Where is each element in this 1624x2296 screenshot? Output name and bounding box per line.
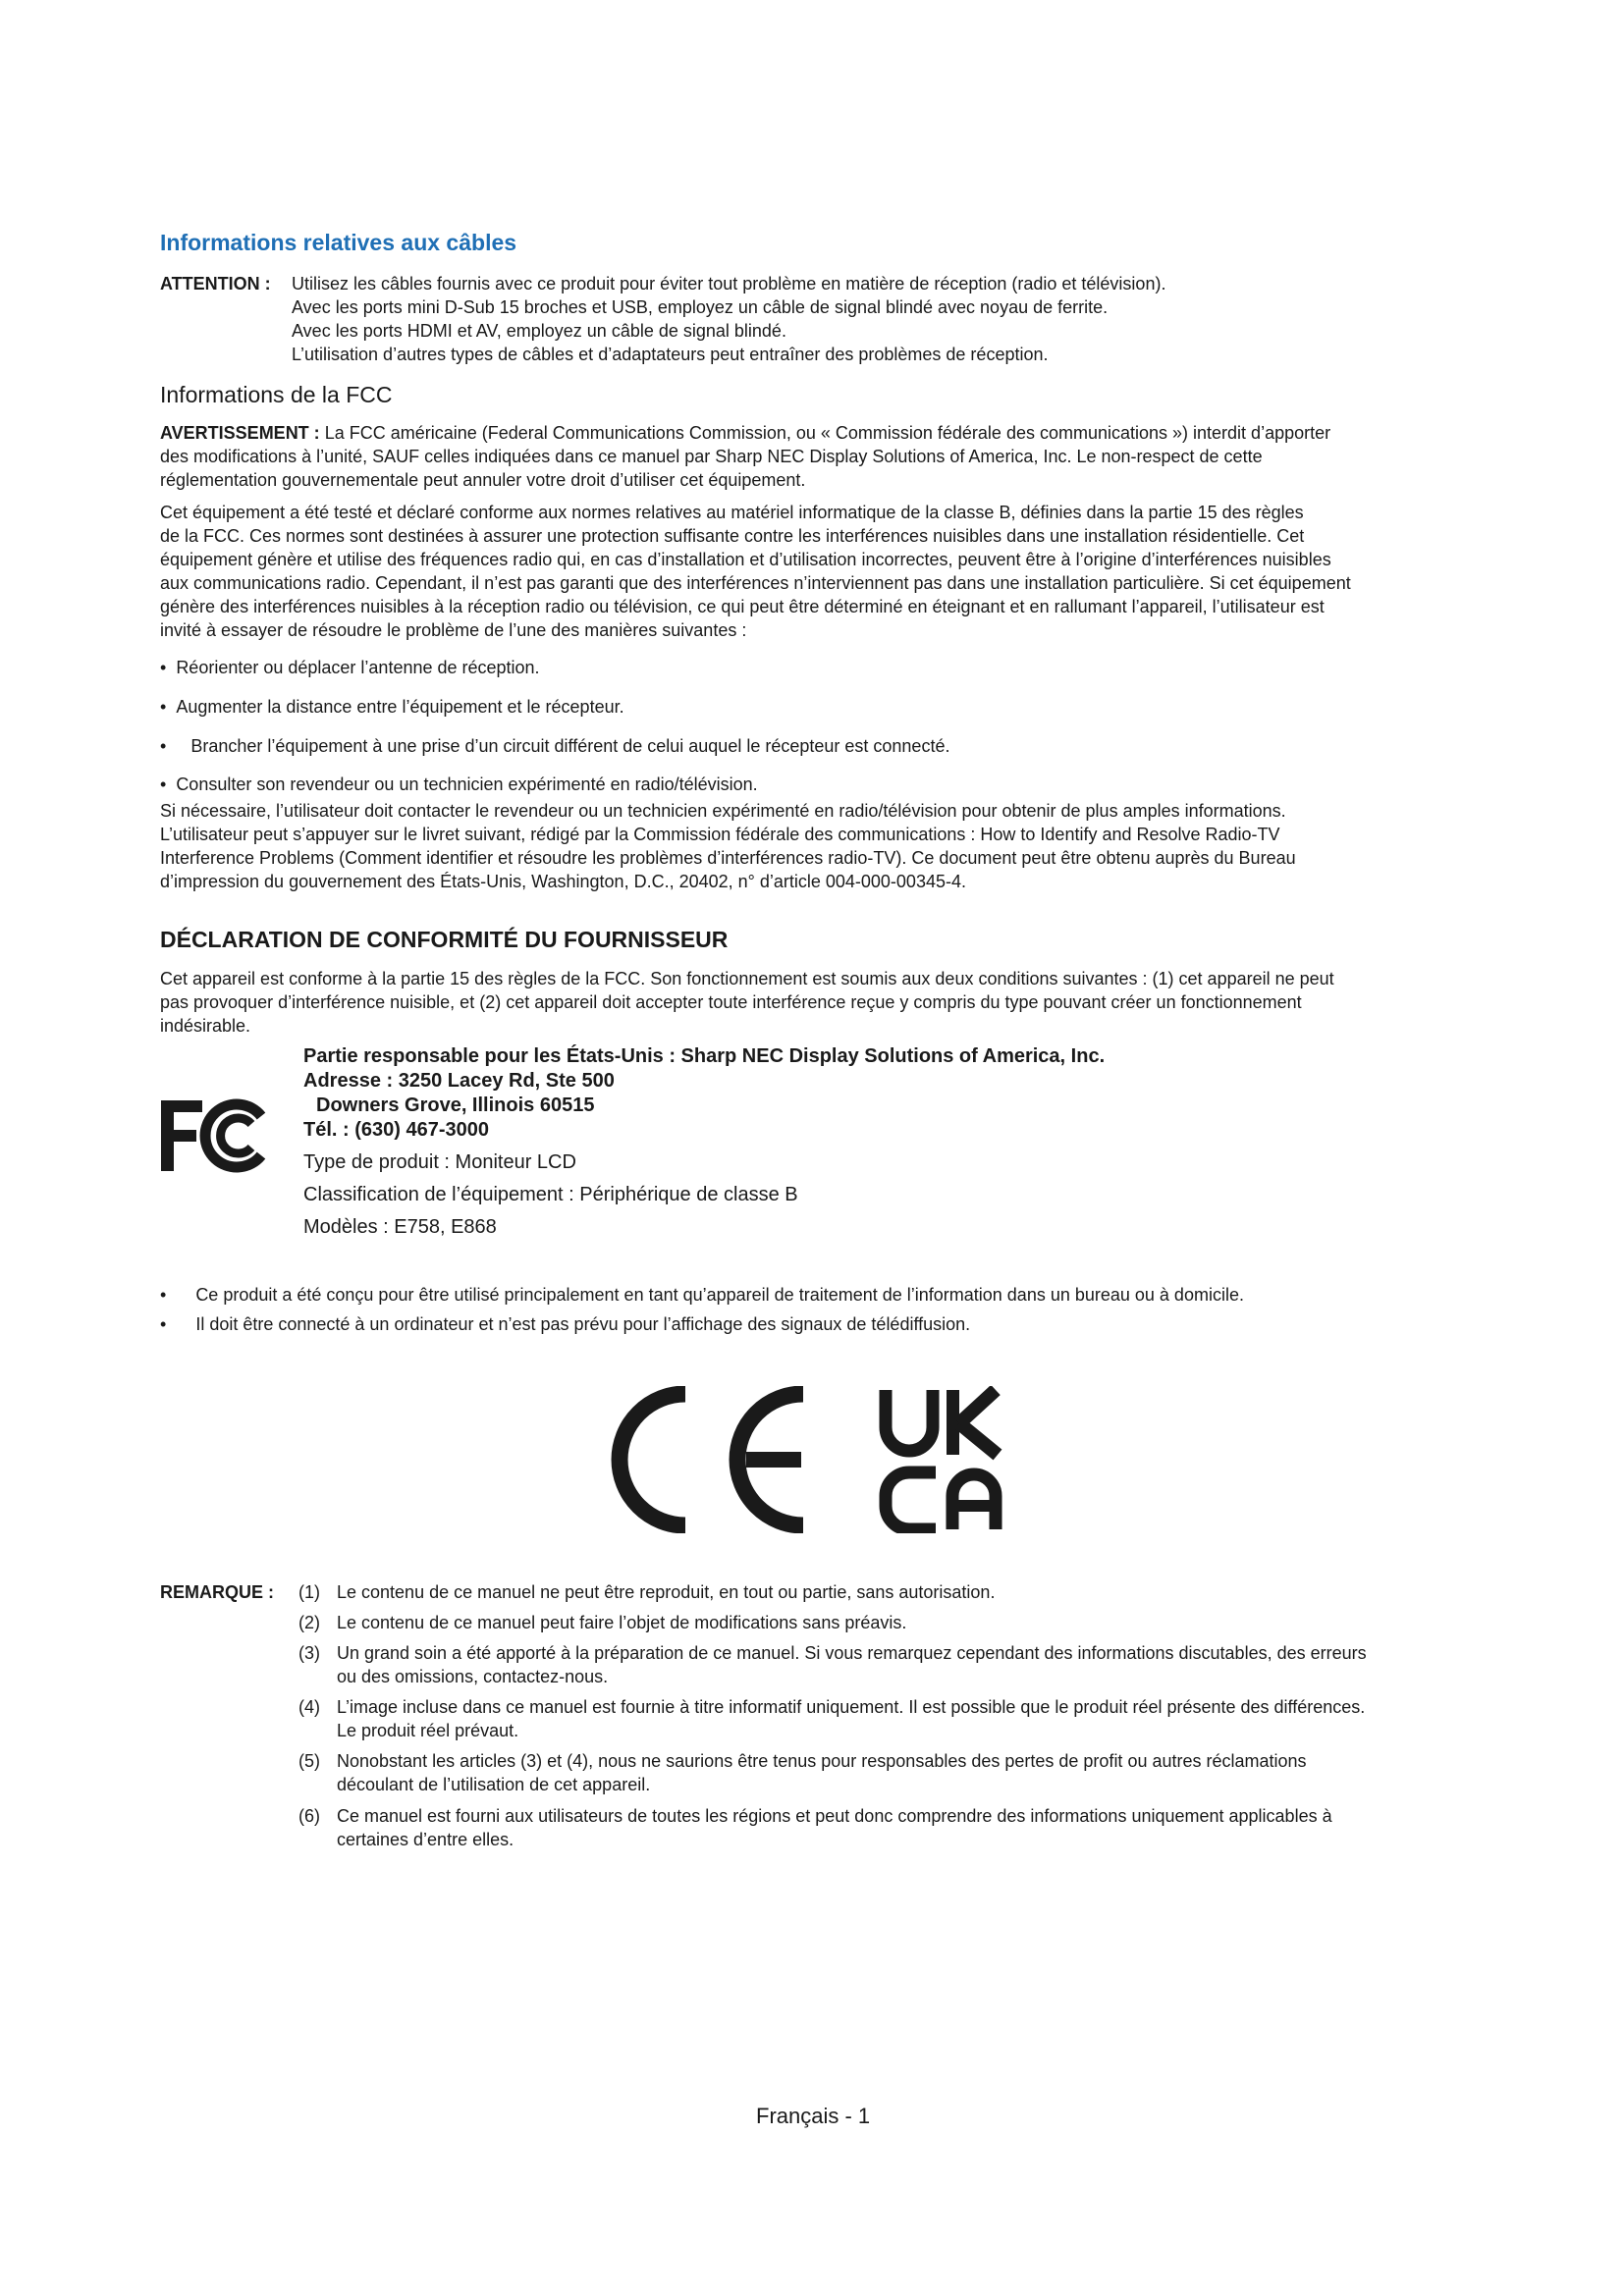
responsible-party: Partie responsable pour les États-Unis : Sharp NEC Display Solutions of America, Inc. <box>303 1045 1106 1067</box>
remark-number: (6) <box>298 1806 320 1826</box>
bullet-dot-icon: • <box>160 1285 196 1305</box>
bullet-dot-icon: • <box>160 736 191 756</box>
declaration-intro <box>160 967 1476 1038</box>
fcc-bullet <box>160 695 624 719</box>
fcc-after-line: Si nécessaire, l’utilisateur doit contacter le revendeur ou un technicien expérimenté en radio/télévision pour obtenir de plus amples informations. <box>160 801 1286 821</box>
remark-line: Le contenu de ce manuel peut faire l’objet de modifications sans préavis. <box>337 1613 907 1632</box>
remark-text <box>337 1641 1367 1688</box>
remark-line: Le produit réel prévaut. <box>337 1721 519 1740</box>
cables-line: Avec les ports mini D-Sub 15 broches et USB, employez un câble de signal blindé avec noyau de ferrite. <box>292 297 1109 317</box>
fcc-test-line: Cet équipement a été testé et déclaré conforme aux normes relatives au matériel informatique de la classe B, définies dans la partie 15 des règles <box>160 503 1304 522</box>
cables-line: Avec les ports HDMI et AV, employez un câble de signal blindé. <box>292 321 786 341</box>
usage-bullet-text: Ce produit a été conçu pour être utilisé principalement en tant qu’appareil de traitement de l’information dans un bureau ou à domicile. <box>195 1285 1244 1305</box>
fcc-bullet-text: Consulter son revendeur ou un technicien expérimenté en radio/télévision. <box>176 774 758 794</box>
usage-bullet <box>160 1312 970 1336</box>
remark-line: L’image incluse dans ce manuel est fournie à titre informatif uniquement. Il est possible que le produit réel présente des différences. <box>337 1697 1366 1717</box>
fcc-logo-icon <box>157 1096 267 1175</box>
fcc-bullet-text: Réorienter ou déplacer l’antenne de réception. <box>176 658 540 677</box>
remark-line: Nonobstant les articles (3) et (4), nous ne saurions être tenus pour responsables des pertes de profit ou autres réclamations <box>337 1751 1307 1771</box>
remarks-label: REMARQUE : <box>160 1582 274 1602</box>
fcc-bullet <box>160 734 949 758</box>
remark-line: Un grand soin a été apporté à la préparation de ce manuel. Si vous remarquez cependant des informations discutables, des erreurs <box>337 1643 1367 1663</box>
remark-line: Ce manuel est fourni aux utilisateurs de toutes les régions et peut donc comprendre des informations uniquement applicables à <box>337 1806 1332 1826</box>
models: Modèles : E758, E868 <box>303 1216 497 1238</box>
fcc-after-line: Interference Problems (Comment identifier et résoudre les problèmes d’interférences radio-TV). Ce document peut être obtenu auprès du Bureau <box>160 848 1296 868</box>
bullet-dot-icon: • <box>160 1314 196 1334</box>
fcc-warning <box>160 421 1476 492</box>
product-type: Type de produit : Moniteur LCD <box>303 1151 576 1173</box>
fcc-warning-line: réglementation gouvernementale peut annuler votre droit d’utiliser cet équipement. <box>160 470 806 490</box>
fcc-test-line: de la FCC. Ces normes sont destinées à assurer une protection suffisante contre les interférences nuisibles dans une installation résidentielle. Cet <box>160 526 1305 546</box>
fcc-test-line: aux communications radio. Cependant, il n’est pas garanti que des interférences n’interviennent pas dans une installation particulière. Si cet équipement <box>160 573 1351 593</box>
remark-number: (4) <box>298 1697 320 1717</box>
remark-number: (2) <box>298 1613 320 1632</box>
fcc-after-paragraph <box>160 799 1476 893</box>
cables-line: Utilisez les câbles fournis avec ce produit pour éviter tout problème en matière de réception (radio et télévision). <box>292 274 1166 294</box>
remark-text <box>337 1580 995 1604</box>
remark-text <box>337 1695 1365 1742</box>
page-footer: Français - 1 <box>756 2104 871 2128</box>
remark-text <box>337 1749 1307 1796</box>
cables-attention-label: ATTENTION : <box>160 274 271 294</box>
remark-number: (3) <box>298 1643 320 1663</box>
fcc-bullet-text: Augmenter la distance entre l’équipement et le récepteur. <box>176 697 624 717</box>
declaration-heading: DÉCLARATION DE CONFORMITÉ DU FOURNISSEUR <box>160 927 729 952</box>
usage-bullet <box>160 1283 1244 1307</box>
responsible-party-block <box>303 1044 1105 1240</box>
conformity-marks <box>609 1386 1021 1533</box>
fcc-test-line: équipement génère et utilise des fréquences radio qui, en cas d’installation et d’utilisation incorrectes, peuvent être à l’origine d’interférences nuisibles <box>160 550 1331 569</box>
bullet-dot-icon: • <box>160 697 177 717</box>
fcc-warning-label: AVERTISSEMENT : <box>160 423 320 443</box>
fcc-warning-line: des modifications à l’unité, SAUF celles indiquées dans ce manuel par Sharp NEC Display Solutions of America, Inc. Le non-respect de cette <box>160 447 1263 466</box>
bullet-dot-icon: • <box>160 774 177 794</box>
fcc-bullet-text: Brancher l’équipement à une prise d’un circuit différent de celui auquel le récepteur est connecté. <box>190 736 950 756</box>
equipment-classification: Classification de l’équipement : Périphérique de classe B <box>303 1184 798 1205</box>
remark-text <box>337 1611 906 1634</box>
bullet-dot-icon: • <box>160 658 177 677</box>
remark-line: certaines d’entre elles. <box>337 1830 514 1849</box>
declaration-intro-line: indésirable. <box>160 1016 251 1036</box>
fcc-heading: Informations de la FCC <box>160 382 393 407</box>
cables-line: L’utilisation d’autres types de câbles et d’adaptateurs peut entraîner des problèmes de réception. <box>292 345 1049 364</box>
fcc-test-paragraph <box>160 501 1476 642</box>
declaration-intro-line: Cet appareil est conforme à la partie 15 des règles de la FCC. Son fonctionnement est soumis aux deux conditions suivantes : (1) cet appareil ne peut <box>160 969 1334 988</box>
address-line-2: Downers Grove, Illinois 60515 <box>316 1095 595 1116</box>
remark-line: découlant de l’utilisation de cet appareil. <box>337 1775 651 1794</box>
fcc-after-line: d’impression du gouvernement des États-Unis, Washington, D.C., 20402, n° d’article 004-000-00345-4. <box>160 872 966 891</box>
remark-line: ou des omissions, contactez-nous. <box>337 1667 609 1686</box>
remark-number: (5) <box>298 1751 320 1771</box>
address-line-1: Adresse : 3250 Lacey Rd, Ste 500 <box>303 1070 615 1092</box>
fcc-test-line: invité à essayer de résoudre le problème de l’une des manières suivantes : <box>160 620 747 640</box>
phone: Tél. : (630) 467-3000 <box>303 1119 489 1141</box>
usage-bullet-text: Il doit être connecté à un ordinateur et n’est pas prévu pour l’affichage des signaux de télédiffusion. <box>195 1314 971 1334</box>
fcc-after-line: L’utilisateur peut s’appuyer sur le livret suivant, rédigé par la Commission fédérale des communications : How to Identify and Resolve Radio-TV <box>160 825 1280 844</box>
fcc-logo <box>157 1096 267 1175</box>
remark-line: Le contenu de ce manuel ne peut être reproduit, en tout ou partie, sans autorisation. <box>337 1582 996 1602</box>
fcc-warning-line: La FCC américaine (Federal Communications Commission, ou « Commission fédérale des communications ») interdit d’apporter <box>319 423 1331 443</box>
fcc-bullet <box>160 656 540 679</box>
cables-heading: Informations relatives aux câbles <box>160 230 517 255</box>
fcc-test-line: génère des interférences nuisibles à la réception radio ou télévision, ce qui peut être déterminé en éteignant et en rallumant l’appareil, l’utilisateur est <box>160 597 1325 616</box>
fcc-bullet <box>160 773 758 796</box>
ce-mark-icon <box>609 1386 1021 1533</box>
cables-lines <box>292 272 1165 366</box>
remark-number: (1) <box>298 1582 320 1602</box>
remark-text <box>337 1804 1332 1851</box>
declaration-intro-line: pas provoquer d’interférence nuisible, et (2) cet appareil doit accepter toute interférence reçue y compris du type pouvant créer un fonctionnement <box>160 992 1302 1012</box>
